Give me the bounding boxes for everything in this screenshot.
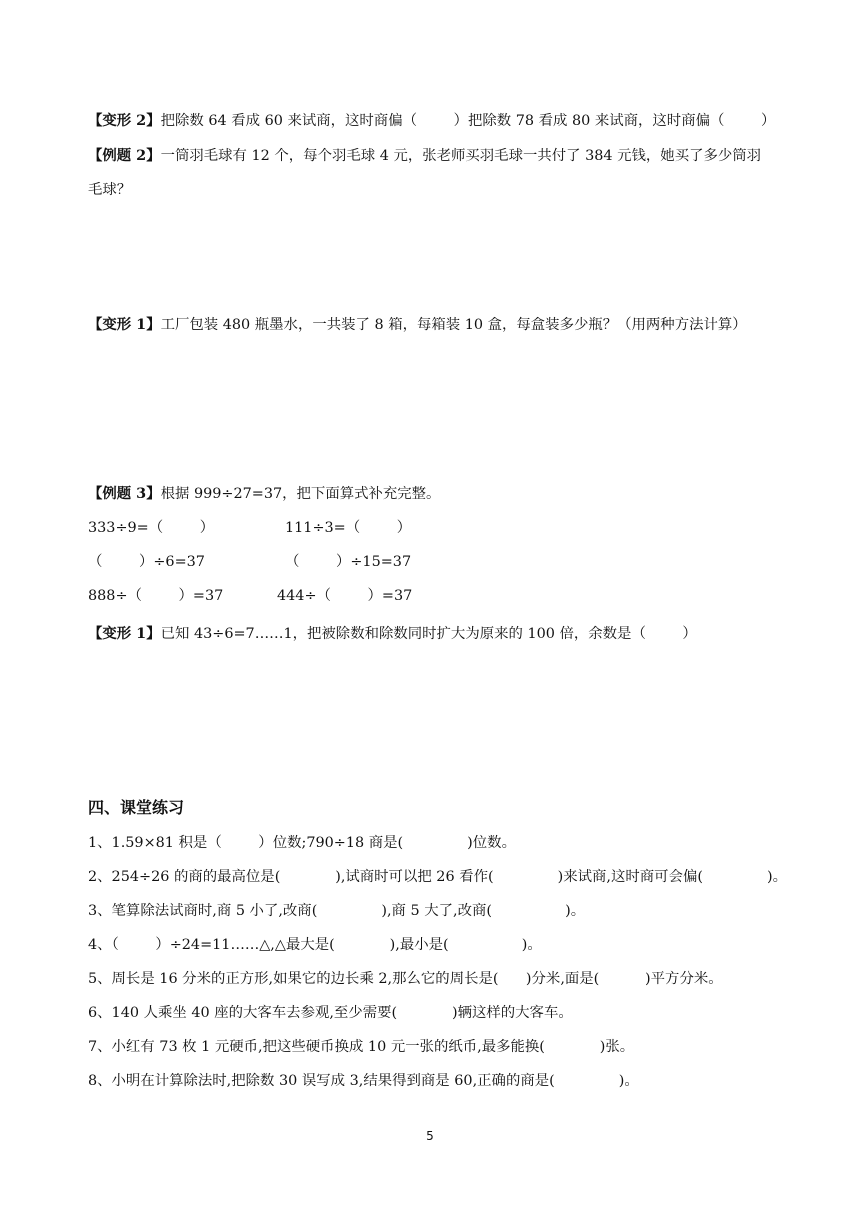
example-3-row-3-left: 888÷（ ）=37 bbox=[88, 588, 224, 604]
practice-item-5: 5、周长是 16 分米的正方形,如果它的边长乘 2,那么它的周长是( )分米,面是( )平方分米。 bbox=[88, 971, 723, 987]
variant-1-line-a bbox=[88, 316, 747, 334]
variant-2-line bbox=[88, 112, 775, 130]
page-number: 5 bbox=[426, 1129, 434, 1143]
example-3-row-3-right: 444÷（ ）=37 bbox=[277, 588, 413, 604]
practice-item-8: 8、小明在计算除法时,把除数 30 误写成 3,结果得到商是 60,正确的商是( )。 bbox=[88, 1073, 639, 1089]
example-3-tag: 【例题 3】 bbox=[88, 485, 161, 502]
variant-1-text-a: 工厂包装 480 瓶墨水，一共装了 8 箱，每箱装 10 盒，每盒装多少瓶？（用两种方法计算） bbox=[160, 317, 747, 333]
variant-1-tag-a: 【变形 1】 bbox=[88, 316, 161, 333]
example-2-line-1 bbox=[88, 147, 761, 165]
example-2-tag: 【例题 2】 bbox=[88, 147, 161, 164]
practice-item-2: 2、254÷26 的商的最高位是( ),试商时可以把 26 看作( )来试商,这时商可会偏( )。 bbox=[88, 869, 787, 885]
practice-item-7: 7、小红有 73 枚 1 元硬币,把这些硬币换成 10 元一张的纸币,最多能换( )张。 bbox=[88, 1039, 635, 1055]
variant-2-text: 把除数 64 看成 60 来试商，这时商偏（ ）把除数 78 看成 80 来试商，这时商偏（ ） bbox=[160, 113, 776, 129]
example-3-row-1-right: 111÷3=（ ） bbox=[285, 520, 412, 536]
example-3-text: 根据 999÷27=37，把下面算式补充完整。 bbox=[160, 486, 441, 502]
practice-item-4: 4、（ ）÷24=11……△,△最大是( ),最小是( )。 bbox=[88, 937, 542, 953]
example-3-row-2-right: （ ）÷15=37 bbox=[285, 554, 412, 570]
practice-item-6: 6、140 人乘坐 40 座的大客车去参观,至少需要( )辆这样的大客车。 bbox=[88, 1005, 573, 1021]
example-3-line bbox=[88, 485, 440, 503]
example-2-line-2: 毛球？ bbox=[88, 182, 132, 198]
section-4-heading: 四、课堂练习 bbox=[88, 798, 185, 817]
variant-2-tag: 【变形 2】 bbox=[88, 112, 161, 129]
example-3-row-2-left: （ ）÷6=37 bbox=[88, 554, 205, 570]
variant-1-text-b: 已知 43÷6=7……1，把被除数和除数同时扩大为原来的 100 倍，余数是（ ） bbox=[160, 626, 697, 642]
practice-item-1: 1、1.59×81 积是（ ）位数;790÷18 商是( )位数。 bbox=[88, 835, 516, 851]
variant-1-tag-b: 【变形 1】 bbox=[88, 625, 161, 642]
variant-1-line-b bbox=[88, 625, 697, 643]
example-2-text: 一筒羽毛球有 12 个，每个羽毛球 4 元，张老师买羽毛球一共付了 384 元钱，她买了多少筒羽 bbox=[160, 148, 762, 164]
practice-item-3: 3、笔算除法试商时,商 5 小了,改商( ),商 5 大了,改商( )。 bbox=[88, 903, 586, 919]
example-3-row-1-left: 333÷9=（ ） bbox=[88, 520, 215, 536]
